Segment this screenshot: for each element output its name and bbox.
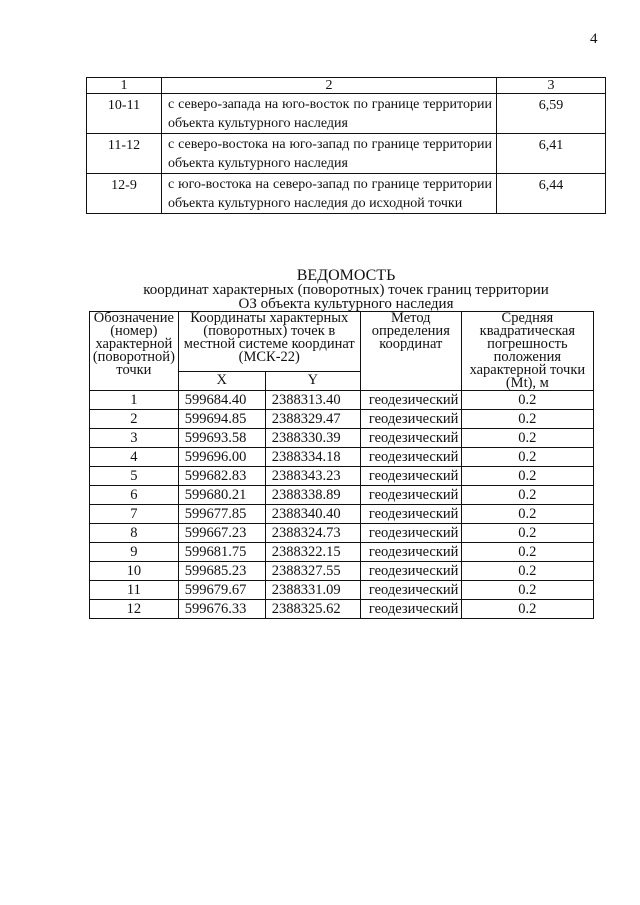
segment-id: 12-9 bbox=[87, 174, 162, 214]
table-row bbox=[90, 581, 594, 600]
point-number: 2 bbox=[90, 410, 179, 429]
coord-x: 599685.23 bbox=[178, 562, 265, 581]
coord-x: 599676.33 bbox=[178, 600, 265, 619]
header-error: Средняя квадратическая погрешность положения характерной точки (Mt), м bbox=[461, 312, 593, 391]
header-y: Y bbox=[265, 371, 360, 390]
point-number: 11 bbox=[90, 581, 179, 600]
boundary-segments-table bbox=[86, 77, 606, 214]
coord-x: 599684.40 bbox=[178, 391, 265, 410]
error: 0.2 bbox=[461, 486, 593, 505]
table-row bbox=[90, 543, 594, 562]
coord-x: 599693.58 bbox=[178, 429, 265, 448]
header-coordinates: Координаты характерных (поворотных) точек в местной системе координат (МСК-22) bbox=[178, 312, 360, 372]
error: 0.2 bbox=[461, 562, 593, 581]
error: 0.2 bbox=[461, 391, 593, 410]
table-row bbox=[90, 562, 594, 581]
method: геодезический bbox=[360, 581, 461, 600]
table-header-row bbox=[87, 78, 606, 94]
header-col-1: 1 bbox=[87, 78, 162, 94]
table-row bbox=[90, 486, 594, 505]
point-number: 5 bbox=[90, 467, 179, 486]
page-number: 4 bbox=[590, 31, 598, 47]
point-number: 3 bbox=[90, 429, 179, 448]
coord-y: 2388313.40 bbox=[265, 391, 360, 410]
segment-description: с северо-востока на юго-запад по границе территории объекта культурного наследия bbox=[162, 134, 497, 174]
coord-x: 599696.00 bbox=[178, 448, 265, 467]
coord-x: 599679.67 bbox=[178, 581, 265, 600]
table-row bbox=[90, 391, 594, 410]
coord-y: 2388329.47 bbox=[265, 410, 360, 429]
table-row bbox=[90, 524, 594, 543]
method: геодезический bbox=[360, 524, 461, 543]
segment-description: с северо-запада на юго-восток по границе территории объекта культурного наследия bbox=[162, 94, 497, 134]
coord-x: 599677.85 bbox=[178, 505, 265, 524]
coord-y: 2388325.62 bbox=[265, 600, 360, 619]
point-number: 6 bbox=[90, 486, 179, 505]
coord-y: 2388343.23 bbox=[265, 467, 360, 486]
error: 0.2 bbox=[461, 581, 593, 600]
method: геодезический bbox=[360, 543, 461, 562]
segment-length: 6,44 bbox=[496, 174, 605, 214]
coord-y: 2388340.40 bbox=[265, 505, 360, 524]
table-row bbox=[87, 174, 606, 214]
header-col-3: 3 bbox=[496, 78, 605, 94]
method: геодезический bbox=[360, 505, 461, 524]
point-number: 12 bbox=[90, 600, 179, 619]
coord-y: 2388327.55 bbox=[265, 562, 360, 581]
document-subtitle: координат характерных (поворотных) точек границ территории bbox=[143, 282, 549, 298]
document-subtitle-2: ОЗ объекта культурного наследия bbox=[238, 296, 454, 312]
method: геодезический bbox=[360, 486, 461, 505]
coord-x: 599667.23 bbox=[178, 524, 265, 543]
segment-description: с юго-востока на северо-запад по границе территории объекта культурного наследия до исходной точки bbox=[162, 174, 497, 214]
table-row bbox=[90, 505, 594, 524]
coordinates-table bbox=[89, 311, 594, 619]
method: геодезический bbox=[360, 600, 461, 619]
point-number: 10 bbox=[90, 562, 179, 581]
header-point-id: Обозначение (номер) характерной (поворотной) точки bbox=[90, 312, 179, 391]
method: геодезический bbox=[360, 448, 461, 467]
table-row bbox=[90, 429, 594, 448]
table-header-row bbox=[90, 312, 594, 372]
error: 0.2 bbox=[461, 410, 593, 429]
coord-x: 599682.83 bbox=[178, 467, 265, 486]
table-row bbox=[90, 410, 594, 429]
segment-id: 10-11 bbox=[87, 94, 162, 134]
header-method: Метод определения координат bbox=[360, 312, 461, 391]
coordinates-table-body bbox=[90, 391, 594, 619]
table-row bbox=[90, 467, 594, 486]
error: 0.2 bbox=[461, 600, 593, 619]
point-number: 1 bbox=[90, 391, 179, 410]
error: 0.2 bbox=[461, 505, 593, 524]
coord-y: 2388334.18 bbox=[265, 448, 360, 467]
point-number: 4 bbox=[90, 448, 179, 467]
header-col-2: 2 bbox=[162, 78, 497, 94]
segment-id: 11-12 bbox=[87, 134, 162, 174]
point-number: 8 bbox=[90, 524, 179, 543]
method: геодезический bbox=[360, 410, 461, 429]
coord-y: 2388338.89 bbox=[265, 486, 360, 505]
error: 0.2 bbox=[461, 524, 593, 543]
coord-y: 2388322.15 bbox=[265, 543, 360, 562]
segment-length: 6,41 bbox=[496, 134, 605, 174]
point-number: 9 bbox=[90, 543, 179, 562]
document-title: ВЕДОМОСТЬ bbox=[296, 267, 396, 284]
coord-y: 2388324.73 bbox=[265, 524, 360, 543]
method: геодезический bbox=[360, 467, 461, 486]
table-row bbox=[90, 600, 594, 619]
table-row bbox=[90, 448, 594, 467]
coord-x: 599680.21 bbox=[178, 486, 265, 505]
method: геодезический bbox=[360, 391, 461, 410]
coord-y: 2388330.39 bbox=[265, 429, 360, 448]
table-row bbox=[87, 94, 606, 134]
coord-x: 599694.85 bbox=[178, 410, 265, 429]
error: 0.2 bbox=[461, 467, 593, 486]
table-row bbox=[87, 134, 606, 174]
error: 0.2 bbox=[461, 448, 593, 467]
error: 0.2 bbox=[461, 429, 593, 448]
segment-length: 6,59 bbox=[496, 94, 605, 134]
method: геодезический bbox=[360, 562, 461, 581]
coord-y: 2388331.09 bbox=[265, 581, 360, 600]
point-number: 7 bbox=[90, 505, 179, 524]
coord-x: 599681.75 bbox=[178, 543, 265, 562]
method: геодезический bbox=[360, 429, 461, 448]
error: 0.2 bbox=[461, 543, 593, 562]
header-x: X bbox=[178, 371, 265, 390]
